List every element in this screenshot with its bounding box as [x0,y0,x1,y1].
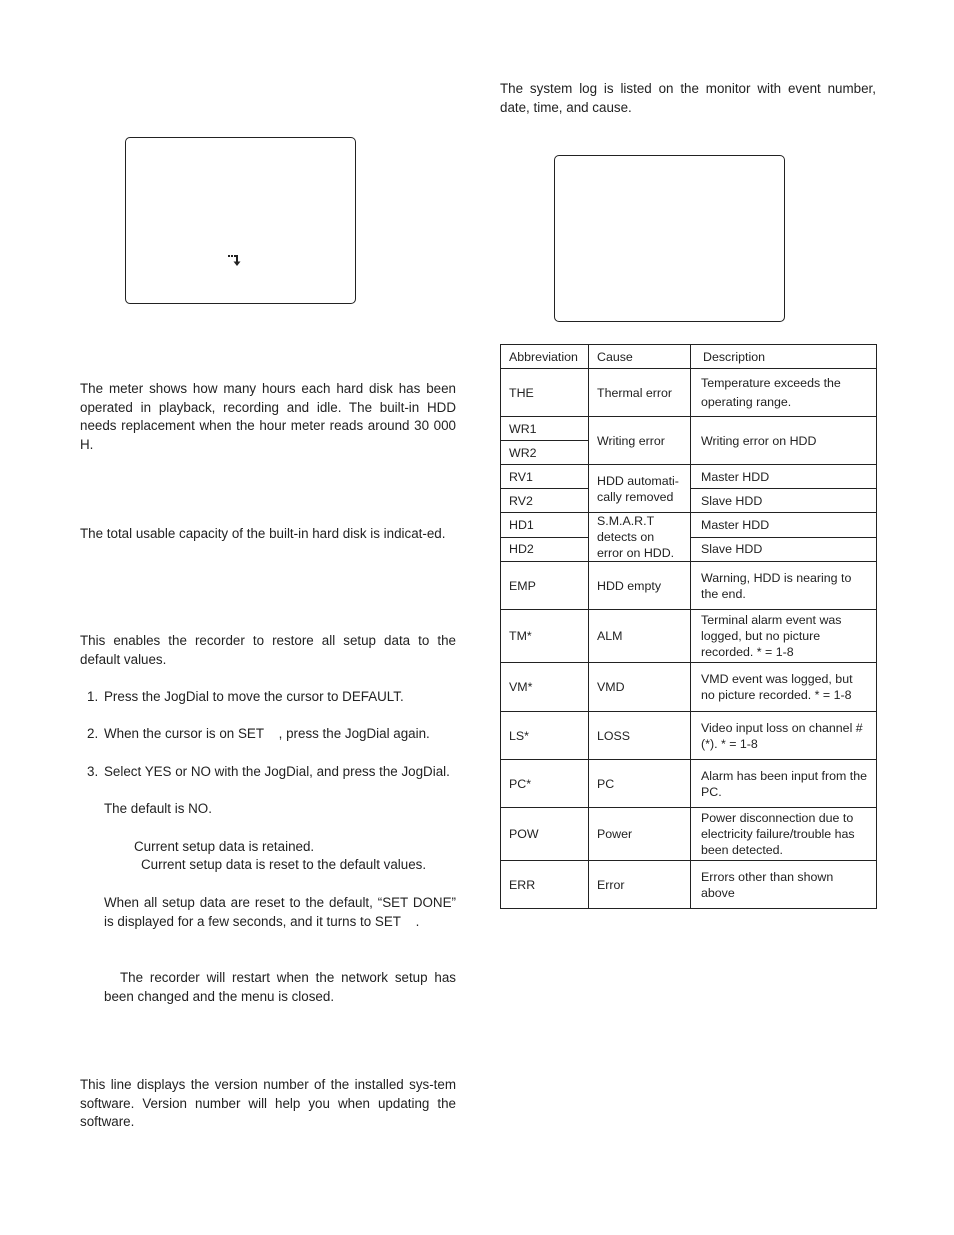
header-abbreviation: Abbreviation [501,345,589,369]
option-no-description: Current setup data is retained. [134,839,315,854]
step-2-text: When the cursor is on SET , press the JogDial again. [104,726,430,741]
desc-cell: Writing error on HDD [691,417,877,465]
desc-cell: Slave HDD [691,489,877,513]
cause-cell: ALM [589,610,691,663]
abbr-cell: HD1 [501,513,589,538]
cause-cell: Error [589,861,691,909]
desc-cell: Master HDD [691,465,877,489]
desc-cell: Errors other than shown above [691,861,877,909]
cause-cell: VMD [589,663,691,712]
step-3-text: Select YES or NO with the JogDial, and press the JogDial. [104,764,450,779]
set-done-note: When all setup data are reset to the default, “SET DONE” is displayed for a few seconds, and it turns to SET . [104,895,460,929]
abbr-cell: HD2 [501,537,589,562]
desc-cell: Warning, HDD is nearing to the end. [691,562,877,610]
abbr-cell: RV2 [501,489,589,513]
step-2-number: 2. [87,726,99,741]
hdd-info-screen [125,137,356,304]
capacity-description: The total usable capacity of the built-in hard disk is indicat-ed. [80,526,446,541]
abbr-cell: TM* [501,610,589,663]
desc-cell: Master HDD [691,513,877,538]
desc-cell: Temperature exceeds the operating range. [691,369,877,417]
default-value-note: The default is NO. [104,801,212,816]
abbr-cell: RV1 [501,465,589,489]
desc-cell: Alarm has been input from the PC. [691,760,877,808]
return-arrow-icon [228,254,242,268]
header-description: Description [691,345,877,369]
cause-cell: Power [589,808,691,861]
table-row [501,610,877,663]
cause-cell: HDD automati-cally removed [589,465,691,513]
table-row [501,663,877,712]
table-row [501,562,877,610]
table-row [501,465,877,489]
cause-cell: HDD empty [589,562,691,610]
desc-cell: Video input loss on channel # (*). * = 1-8 [691,712,877,760]
system-log-table [500,344,877,909]
abbr-cell: EMP [501,562,589,610]
header-cause: Cause [589,345,691,369]
table-row [501,861,877,909]
table-header-row [501,345,877,369]
system-log-description: The system log is listed on the monitor with event number, date, time, and cause. [500,81,876,115]
abbr-cell: WR1 [501,417,589,441]
desc-cell: Terminal alarm event was logged, but no picture recorded. * = 1-8 [691,610,877,663]
desc-cell: VMD event was logged, but no picture recorded. * = 1-8 [691,663,877,712]
cause-cell: PC [589,760,691,808]
cause-cell: Writing error [589,417,691,465]
abbr-cell: ERR [501,861,589,909]
cause-cell: S.M.A.R.T detects on error on HDD. [589,513,691,562]
cause-cell: Thermal error [589,369,691,417]
step-1-number: 1. [87,689,99,704]
abbr-cell: THE [501,369,589,417]
abbr-cell: PC* [501,760,589,808]
abbr-cell: VM* [501,663,589,712]
table-row [501,808,877,861]
version-description: This line displays the version number of the installed sys-tem software. Version number will help you when updating the software. [80,1077,456,1129]
abbr-cell: LS* [501,712,589,760]
table-row [501,712,877,760]
cause-cell: LOSS [589,712,691,760]
desc-cell: Power disconnection due to electricity failure/trouble has been detected. [691,808,877,861]
desc-cell: Slave HDD [691,537,877,562]
abbr-cell: WR2 [501,441,589,465]
system-log-screen [554,155,785,322]
option-yes-description: Current setup data is reset to the default values. [141,857,427,872]
default-description: This enables the recorder to restore all setup data to the default values. [80,633,456,667]
restart-note: The recorder will restart when the network setup has been changed and the menu is closed. [104,970,456,1004]
table-row [501,760,877,808]
table-row [501,513,877,538]
hour-meter-description: The meter shows how many hours each hard disk has been operated in playback, recording and idle. The built-in HDD needs replacement when the hour meter reads around 30 000 H. [80,381,456,452]
abbr-cell: POW [501,808,589,861]
step-3-number: 3. [87,764,99,779]
table-row [501,369,877,417]
step-1-text: Press the JogDial to move the cursor to DEFAULT. [104,689,404,704]
table-row [501,417,877,441]
